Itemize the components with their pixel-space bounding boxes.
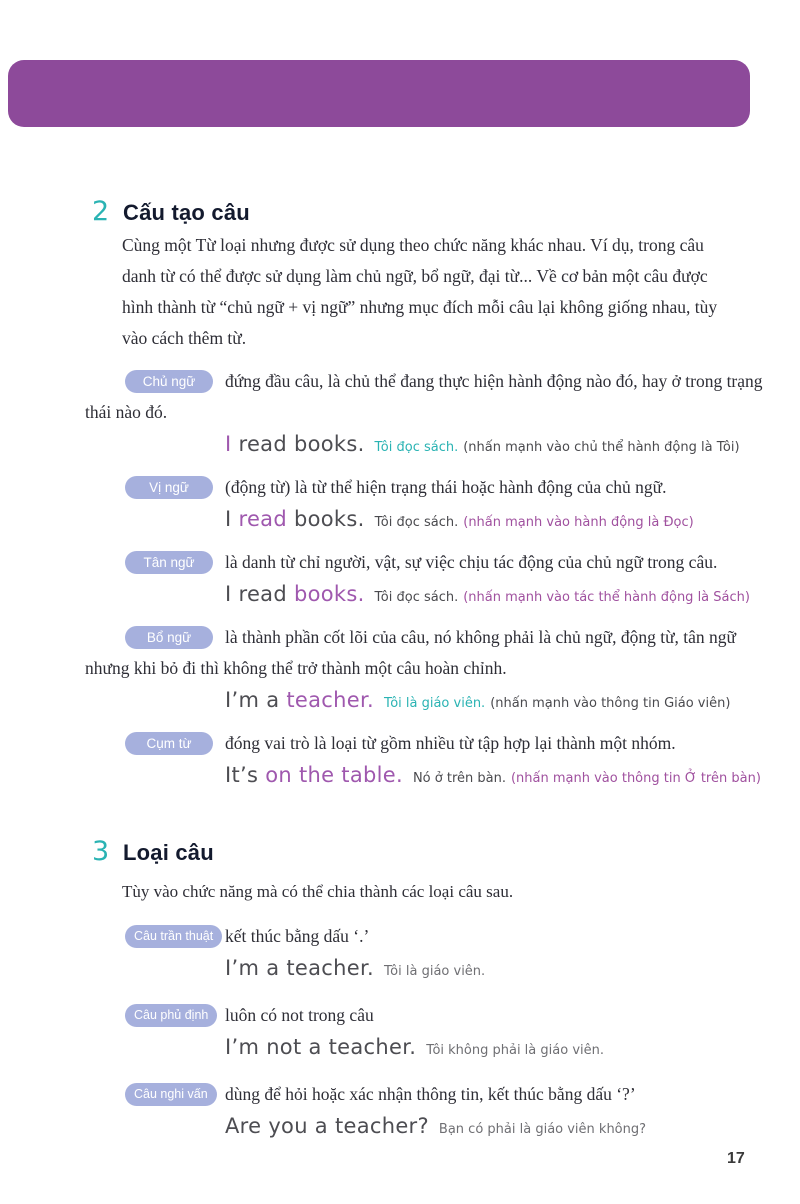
term-description: (động từ) là từ thể hiện trạng thái hoặc hành động của chủ ngữ.	[225, 477, 667, 497]
example-segment: books.	[286, 507, 365, 531]
example-line	[225, 761, 763, 793]
example-translation: Tôi đọc sách.	[374, 440, 459, 455]
sentence-type-item	[85, 1000, 763, 1065]
grammar-item	[85, 547, 763, 612]
term-badge: Chủ ngữ	[125, 370, 213, 393]
example-translation: Bạn có phải là giáo viên không?	[438, 1122, 647, 1137]
term-badge: Bổ ngữ	[125, 626, 213, 649]
example-segment: I’m a	[225, 688, 287, 712]
example-segment: read	[238, 507, 287, 531]
example-segment: I	[225, 432, 232, 456]
sentence-type-item	[85, 921, 763, 986]
section-number: 2	[92, 196, 110, 227]
grammar-item	[85, 366, 763, 462]
example-translation: Tôi không phải là giáo viên.	[426, 1043, 604, 1058]
example-segment: on the table.	[265, 763, 403, 787]
example-note: (nhấn mạnh vào thông tin Ở trên bàn)	[510, 771, 761, 786]
example-line	[225, 686, 763, 718]
section-heading	[92, 197, 800, 228]
section-intro: Tùy vào chức năng mà có thể chia thành các loại câu sau.	[122, 882, 514, 901]
page-content	[0, 197, 800, 1144]
example-segment: books.	[293, 582, 365, 606]
term-badge: Vị ngữ	[125, 476, 213, 499]
chapter-header-bar	[8, 60, 750, 127]
example-line	[225, 505, 763, 537]
example-translation: Tôi là giáo viên.	[383, 696, 486, 711]
example-line	[225, 954, 763, 986]
example-translation: Nó ở trên bàn.	[412, 771, 506, 786]
example-segment: I read	[225, 582, 294, 606]
section-title: Loại câu	[123, 840, 214, 865]
term-description: là thành phần cốt lõi của câu, nó không phải là chủ ngữ, động từ, tân ngữ nhưng khi bỏ đi thì không thể trở thành một câu hoàn chỉnh.	[85, 627, 737, 678]
term-badge: Câu nghi vấn	[125, 1083, 217, 1106]
section-title: Cấu tạo câu	[123, 200, 250, 225]
example-segment: I’m not a teacher.	[225, 1035, 417, 1059]
term-badge: Câu phủ định	[125, 1004, 217, 1027]
example-line	[225, 1033, 763, 1065]
example-note: (nhấn mạnh vào chủ thể hành động là Tôi)	[463, 440, 740, 455]
example-translation: Tôi đọc sách.	[374, 590, 459, 605]
example-note: (nhấn mạnh vào hành động là Đọc)	[463, 515, 694, 530]
example-line	[225, 580, 763, 612]
term-description: đóng vai trò là loại từ gồm nhiều từ tập hợp lại thành một nhóm.	[225, 733, 676, 753]
term-badge: Cụm từ	[125, 732, 213, 755]
section-heading	[92, 837, 800, 868]
term-description: luôn có not trong câu	[225, 1005, 374, 1025]
page-number: 17	[727, 1150, 745, 1167]
term-description: là danh từ chỉ người, vật, sự việc chịu tác động của chủ ngữ trong câu.	[225, 552, 718, 572]
section-number: 3	[92, 836, 110, 867]
grammar-item	[85, 622, 763, 718]
section-intro: Cùng một Từ loại nhưng được sử dụng theo chức năng khác nhau. Ví dụ, trong câu danh từ có thể được sử dụng làm chủ ngữ, bổ ngữ, đại từ... Về cơ bản một câu được hình thành từ “chủ ngữ + vị ngữ” nhưng mục đích mỗi câu lại không giống nhau, tùy vào cách thêm từ.	[122, 235, 718, 348]
example-segment: I	[225, 507, 239, 531]
book-page	[0, 60, 800, 1204]
term-badge: Tân ngữ	[125, 551, 213, 574]
example-note: (nhấn mạnh vào thông tin Giáo viên)	[490, 696, 731, 711]
example-line	[225, 430, 763, 462]
example-translation: Tôi là giáo viên.	[383, 964, 486, 979]
term-badge: Câu trần thuật	[125, 925, 222, 948]
grammar-item	[85, 472, 763, 537]
example-segment: Are you a teacher?	[225, 1114, 429, 1138]
term-description: dùng để hỏi hoặc xác nhận thông tin, kết thúc bằng dấu ‘?’	[225, 1084, 636, 1104]
example-note: (nhấn mạnh vào tác thể hành động là Sách)	[463, 590, 750, 605]
example-segment: read books.	[231, 432, 365, 456]
example-segment: I’m a teacher.	[225, 956, 374, 980]
example-segment: teacher.	[286, 688, 374, 712]
sentence-type-item	[85, 1079, 763, 1144]
example-line	[225, 1112, 763, 1144]
example-segment: It’s	[225, 763, 266, 787]
term-description: kết thúc bằng dấu ‘.’	[225, 926, 370, 946]
example-translation: Tôi đọc sách.	[374, 515, 459, 530]
term-description: đứng đầu câu, là chủ thể đang thực hiện hành động nào đó, hay ở trong trạng thái nào đó.	[85, 371, 763, 422]
grammar-item	[85, 728, 763, 793]
